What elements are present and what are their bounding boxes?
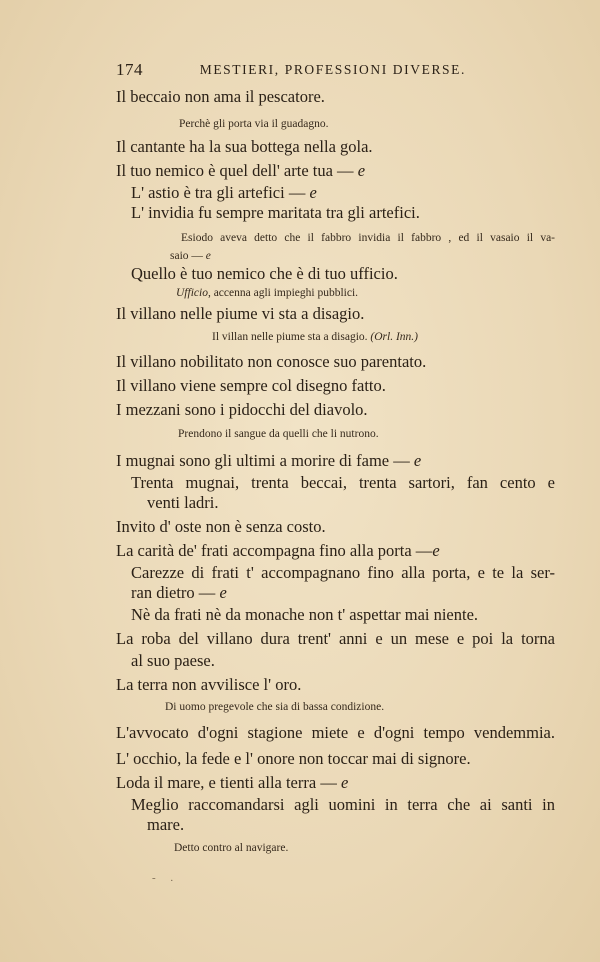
proverb-line: Il villano viene sempre col disegno fatto. (116, 376, 386, 395)
proverb-variant: Quello è tuo nemico che è di tuo ufficio. (131, 264, 398, 283)
note-term: Ufficio (176, 287, 208, 299)
conjunction: e (205, 250, 211, 262)
proverb-text: ran dietro — (131, 583, 216, 602)
proverb-line: L' occhio, la fede e l' onore non toccar mai di signore. (116, 749, 471, 768)
page-number: 174 (116, 60, 143, 79)
proverb-variant: Meglio raccomandarsi agli uomini in terra che ai santi in (131, 795, 555, 814)
proverb-text: Loda il mare, e tienti alla terra — (116, 773, 337, 792)
proverb-text: Il tuo nemico è quel dell' arte tua — (116, 161, 354, 180)
running-title: MESTIERI, PROFESSIONI DIVERSE. (199, 62, 466, 77)
proverb-line: Il beccaio non ama il pescatore. (116, 87, 325, 106)
proverb-line: Il villano nobilitato non conosce suo parentato. (116, 352, 427, 371)
conjunction: e (340, 773, 349, 792)
proverb-variant: Carezze di frati t' accompagnano fino alla porta, e te la ser- (131, 563, 555, 582)
proverb-text: La carità de' frati accompagna fino alla porta — (116, 541, 433, 560)
conjunction: e (432, 541, 440, 560)
page-marks: - . (152, 872, 180, 884)
conjunction: e (219, 583, 227, 602)
proverb-note: Prendono il sangue da quelli che li nutrono. (178, 428, 379, 440)
proverb-note (212, 330, 418, 344)
proverb-text: L' astio è tra gli artefici — (131, 183, 306, 202)
proverb-line: I mezzani sono i pidocchi del diavolo. (116, 400, 368, 419)
conjunction: e (309, 183, 317, 202)
proverb-variant (131, 183, 317, 203)
proverb-line: Il villano nelle piume vi sta a disagio. (116, 304, 365, 323)
proverb-variant: Trenta mugnai, trenta beccai, trenta sartori, fan cento e (131, 473, 555, 492)
proverb-continuation (131, 583, 227, 603)
note-text: saio — (170, 250, 203, 262)
proverb-continuation: al suo paese. (131, 651, 215, 670)
conjunction: e (413, 451, 422, 470)
proverb-line (116, 161, 365, 181)
page-header (116, 60, 466, 82)
proverb-line (116, 773, 348, 793)
proverb-line: Invito d' oste non è senza costo. (116, 517, 326, 536)
proverb-note: Perchè gli porta via il guadagno. (179, 118, 329, 130)
proverb-line (116, 541, 440, 561)
proverb-continuation: mare. (147, 815, 185, 834)
conjunction: e (357, 161, 366, 180)
proverb-line (116, 451, 421, 471)
proverb-line: L'avvocato d'ogni stagione miete e d'ogni tempo vendemmia. (116, 723, 555, 742)
proverb-line: La terra non avvilisce l' oro. (116, 675, 302, 694)
proverb-note (176, 286, 358, 300)
note-source: (Orl. Inn.) (370, 331, 418, 343)
proverb-variant: L' invidia fu sempre maritata tra gli artefici. (131, 203, 420, 222)
proverb-continuation: venti ladri. (147, 493, 219, 512)
proverb-note: Di uomo pregevole che sia di bassa condizione. (165, 701, 385, 713)
proverb-note (170, 249, 211, 263)
proverb-line: La roba del villano dura trent' anni e un mese e poi la torna (116, 629, 555, 648)
note-text: Il villan nelle piume sta a disagio. (212, 331, 368, 343)
proverb-variant: Nè da frati nè da monache non t' aspettar mai niente. (131, 605, 479, 624)
proverb-text: I mugnai sono gli ultimi a morire di fame — (116, 451, 410, 470)
note-text: , accenna agli impieghi pubblici. (207, 287, 359, 299)
proverb-line: Il cantante ha la sua bottega nella gola. (116, 137, 373, 156)
proverb-note: Esiodo aveva detto che il fabbro invidia il fabbro , ed il vasaio il va- (181, 232, 555, 244)
proverb-note: Detto contro al navigare. (174, 842, 289, 854)
